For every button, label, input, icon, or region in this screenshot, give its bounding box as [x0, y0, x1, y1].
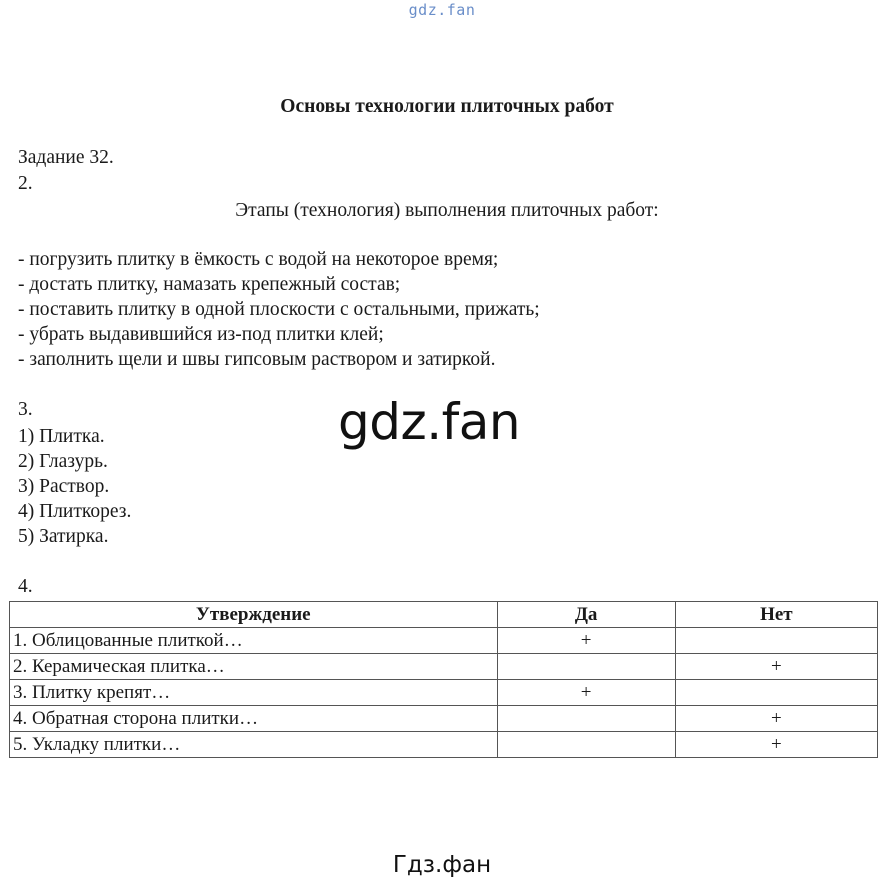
table-row	[10, 732, 878, 758]
table-row	[10, 628, 878, 654]
yes-cell	[497, 706, 675, 732]
table-row	[10, 680, 878, 706]
watermark-middle: gdz.fan	[338, 393, 521, 451]
section-2-number: 2.	[18, 173, 33, 194]
statement-cell: 4. Обратная сторона плитки…	[10, 706, 498, 732]
watermark-bottom: Гдз.фан	[392, 852, 492, 878]
page-title: Основы технологии плиточных работ	[280, 96, 614, 117]
no-cell: +	[675, 732, 877, 758]
statement-cell: 5. Укладку плитки…	[10, 732, 498, 758]
material-item: 4) Плиткорез.	[18, 501, 132, 522]
header-yes: Да	[497, 602, 675, 628]
no-cell: +	[675, 654, 877, 680]
table-row	[10, 706, 878, 732]
material-item: 5) Затирка.	[18, 526, 109, 547]
watermark-top: gdz.fan	[408, 1, 476, 19]
statement-cell: 2. Керамическая плитка…	[10, 654, 498, 680]
no-cell: +	[675, 706, 877, 732]
section-4-number: 4.	[18, 576, 33, 597]
table-row	[10, 654, 878, 680]
no-cell	[675, 628, 877, 654]
section-2-heading: Этапы (технология) выполнения плиточных работ:	[235, 200, 659, 221]
stage-item: - достать плитку, намазать крепежный состав;	[18, 274, 401, 295]
material-item: 2) Глазурь.	[18, 451, 108, 472]
stage-item: - поставить плитку в одной плоскости с остальными, прижать;	[18, 299, 540, 320]
yes-cell: +	[497, 628, 675, 654]
material-item: 1) Плитка.	[18, 426, 105, 447]
table-header-row	[10, 602, 878, 628]
material-item: 3) Раствор.	[18, 476, 110, 497]
yes-cell	[497, 654, 675, 680]
answers-table	[9, 601, 878, 758]
stage-item: - заполнить щели и швы гипсовым раствором и затиркой.	[18, 349, 496, 370]
section-3-number: 3.	[18, 399, 33, 420]
stage-item: - убрать выдавившийся из-под плитки клей;	[18, 324, 384, 345]
header-statement: Утверждение	[10, 602, 498, 628]
no-cell	[675, 680, 877, 706]
statement-cell: 3. Плитку крепят…	[10, 680, 498, 706]
yes-cell	[497, 732, 675, 758]
task-label: Задание 32.	[18, 147, 114, 168]
stage-item: - погрузить плитку в ёмкость с водой на некоторое время;	[18, 249, 499, 270]
yes-cell: +	[497, 680, 675, 706]
header-no: Нет	[675, 602, 877, 628]
statement-cell: 1. Облицованные плиткой…	[10, 628, 498, 654]
